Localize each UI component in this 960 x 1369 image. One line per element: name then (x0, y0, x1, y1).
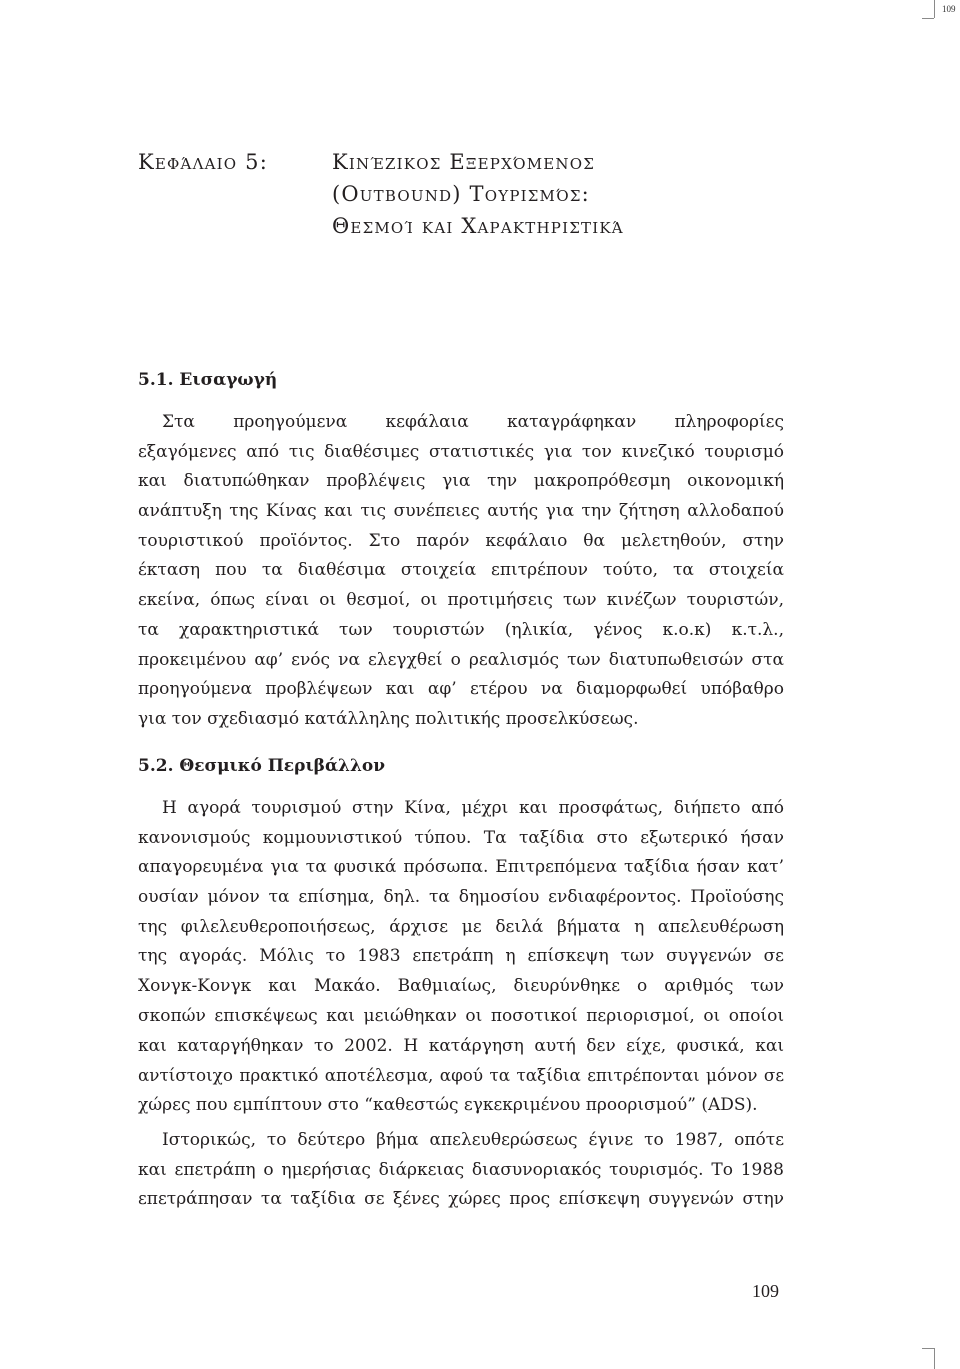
text-line: της φιλελευθεροποιήσεως, άρχισε με δειλά βήματα η απελευθέρωση (138, 916, 784, 937)
section-heading-institutional-environment: 5.2. Θεσμικό Περιβάλλον (138, 756, 386, 776)
section-heading-introduction: 5.1. Εισαγωγή (138, 370, 278, 390)
text-line: προηγούμενα προβλέψεων και αφ’ ετέρου να διαμορφωθεί υπόβαθρο (138, 679, 784, 700)
chapter-title-line: (Outbound) Τουρισμός: (332, 182, 590, 206)
text-line: και καταργήθηκαν το 2002. Η κατάργηση αυτή δεν είχε, φυσικά, και (138, 1035, 784, 1056)
text-line: τα χαρακτηριστικά των τουριστών (ηλικία, γένος κ.ο.κ) κ.τ.λ., (138, 619, 784, 640)
text-line: και διατυπώθηκαν προβλέψεις για την μακροπρόθεσμη οικονομική (138, 471, 784, 492)
crop-mark-bottom-right-h (922, 1348, 934, 1349)
text-line: κανονισμούς κομμουνιστικού τύπου. Τα ταξίδια στο εξωτερικό ήσαν (138, 827, 784, 848)
text-line: προκειμένου αφ’ ενός να ελεγχθεί ο ρεαλισμός των διατυπωθεισών στα (138, 649, 784, 670)
text-line: χώρες που εμπίπτουν στο “καθεστώς εγκεκριμένου προορισμού” (ADS). (138, 1094, 758, 1115)
text-line: ανάπτυξη της Κίνας και τις συνέπειες αυτής για την ζήτηση αλλοδαπού (138, 501, 784, 522)
chapter-title-line: Κινέζικος Εξερχόμενος (332, 150, 596, 174)
chapter-label: Κεφάλαιο 5: (138, 150, 268, 174)
text-line: αντίστοιχο πρακτικό αποτέλεσμα, αφού τα ταξίδια επιτρέπονται μόνον σε (138, 1065, 784, 1086)
text-line: της αγοράς. Μόλις το 1983 επετράπη η επίσκεψη των συγγενών σε (138, 946, 784, 967)
text-line: και επετράπη ο ημερήσιας διάρκειας διασυνοριακός τουρισμός. Το 1988 (138, 1159, 784, 1180)
text-line: Στα προηγούμενα κεφάλαια καταγράφηκαν πληροφορίες (162, 412, 784, 432)
chapter-title-line: Θεσμοί και Χαρακτηριστικά (332, 214, 624, 238)
text-line: για τον σχεδιασμό κατάλληλης πολιτικής προσελκύσεως. (138, 708, 639, 729)
paragraph-institutional-1 (138, 794, 784, 1121)
corner-page-number: 109 (942, 4, 956, 14)
text-line: εξαγόμενες από τις διαθέσιμες στατιστικές για τον κινεζικό τουρισμό (138, 441, 784, 462)
text-line: Η αγορά τουρισμού στην Κίνα, μέχρι και προσφάτως, διήπετο από (162, 798, 784, 818)
text-line: απαγορευμένα για τα φυσικά πρόσωπα. Επιτρεπόμενα ταξίδια ήσαν κατ’ (138, 857, 784, 878)
crop-mark-top-right-v (934, 0, 935, 18)
paragraph-institutional-2 (138, 1126, 784, 1215)
text-line: Ιστορικώς, το δεύτερο βήμα απελευθερώσεως έγινε το 1987, οπότε (162, 1130, 784, 1150)
text-line: Χονγκ-Κονγκ και Μακάο. Βαθμιαίως, διευρύνθηκε ο αριθμός των (138, 976, 784, 997)
crop-mark-bottom-right-v (934, 1348, 935, 1369)
text-line: σκοπών επισκέψεως και μειώθηκαν οι ποσοτικοί περιορισμοί, οι οποίοι (138, 1005, 784, 1026)
text-line: ουσίαν μόνον τα επίσημα, δηλ. τα δημοσίου ενδιαφέροντος. Προϊούσης (138, 887, 784, 908)
chapter-title (332, 146, 624, 242)
text-line: τουριστικού προϊόντος. Στο παρόν κεφάλαιο θα μελετηθούν, στην (138, 530, 784, 551)
paragraph-introduction (138, 408, 784, 735)
text-line: εκείνα, όπως είναι οι θεσμοί, οι προτιμήσεις των κινέζων τουριστών, (138, 590, 784, 611)
crop-mark-top-right-h (922, 18, 934, 19)
text-line: έκταση που τα διαθέσιμα στοιχεία επιτρέπουν τούτο, τα στοιχεία (138, 560, 784, 581)
text-line: επετράπησαν τα ταξίδια σε ξένες χώρες προς επίσκεψη συγγενών στην (138, 1189, 784, 1210)
page-number: 109 (752, 1281, 779, 1301)
